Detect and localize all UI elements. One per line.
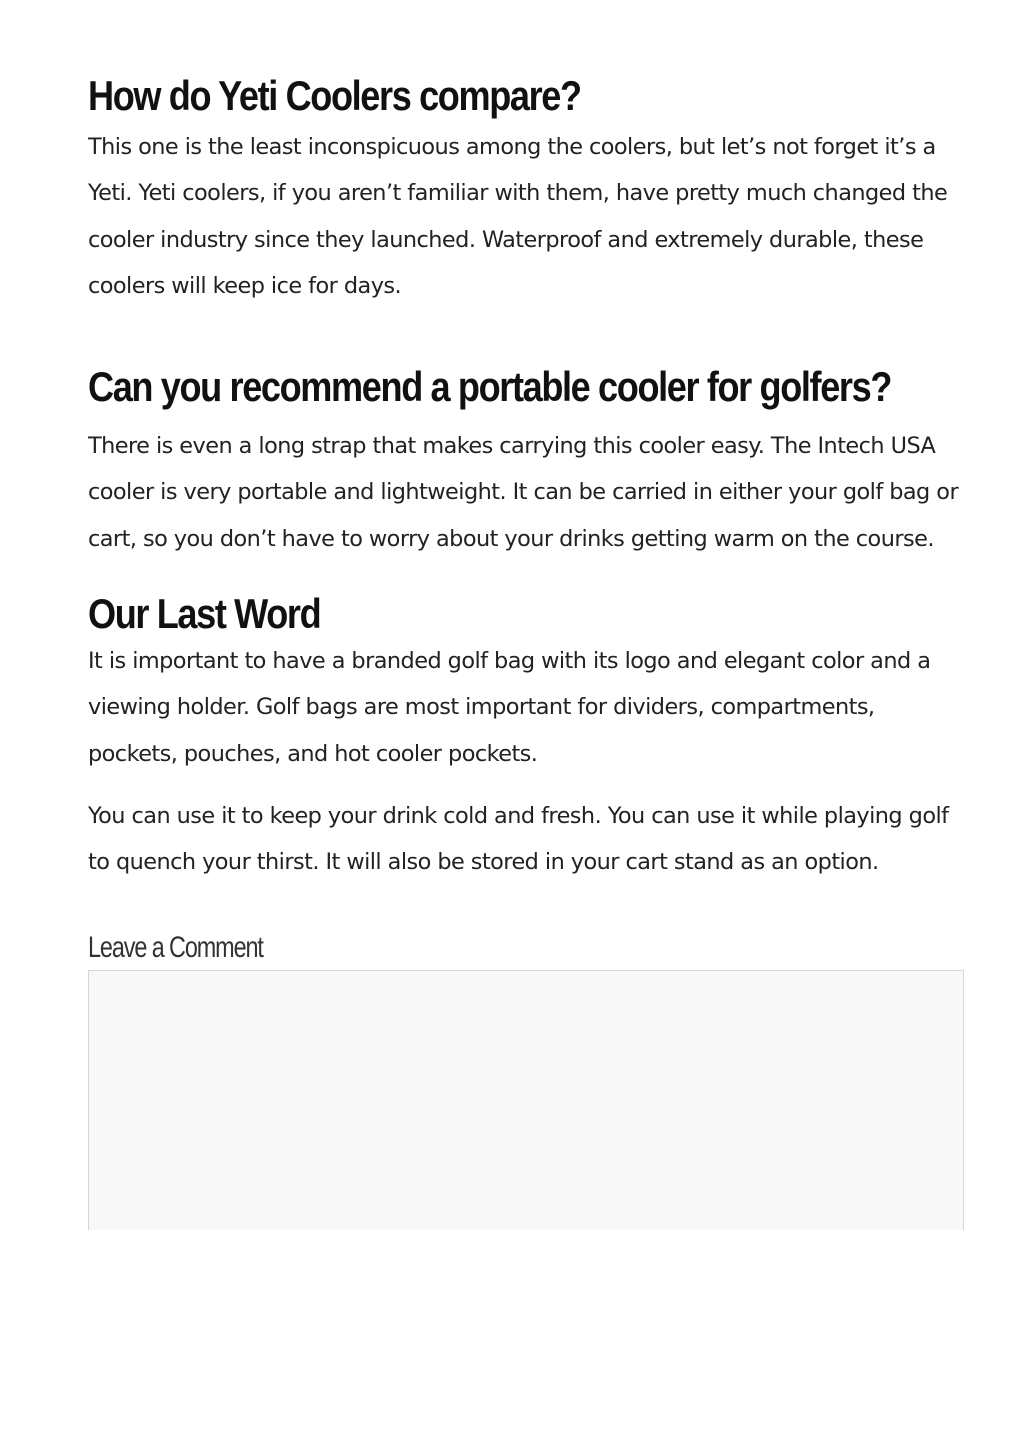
section-paragraph-last-word-1: It is important to have a branded golf bag with its logo and elegant color and a viewing holder. Golf bags are most important for dividers, compartments, pockets, pouches, and hot cooler pockets. [88, 648, 931, 767]
section-heading-last-word: Our Last Word [88, 590, 321, 638]
section-heading-yeti: How do Yeti Coolers compare? [88, 72, 581, 119]
section-paragraph-last-word-2: You can use it to keep your drink cold and fresh. You can use it while playing golf to quench your thirst. It will also be stored in your cart stand as an option. [88, 802, 949, 876]
section-heading-portable-cooler: Can you recommend a portable cooler for golfers? [88, 363, 892, 411]
comment-textarea[interactable] [88, 970, 964, 1230]
article-content [88, 66, 968, 1230]
comment-label: Leave a Comment [88, 930, 263, 964]
section-paragraph-yeti: This one is the least inconspicuous among the coolers, but let’s not forget it’s a Yeti. Yeti coolers, if you aren’t familiar with them, have pretty much changed the cooler industry since they launched. Waterproof and extremely durable, these coolers will keep ice for days. [88, 134, 948, 299]
section-paragraph-portable-cooler: There is even a long strap that makes carrying this cooler easy. The Intech USA cooler is very portable and lightweight. It can be carried in either your golf bag or cart, so you don’t have to worry about your drinks getting warm on the course. [88, 433, 959, 552]
